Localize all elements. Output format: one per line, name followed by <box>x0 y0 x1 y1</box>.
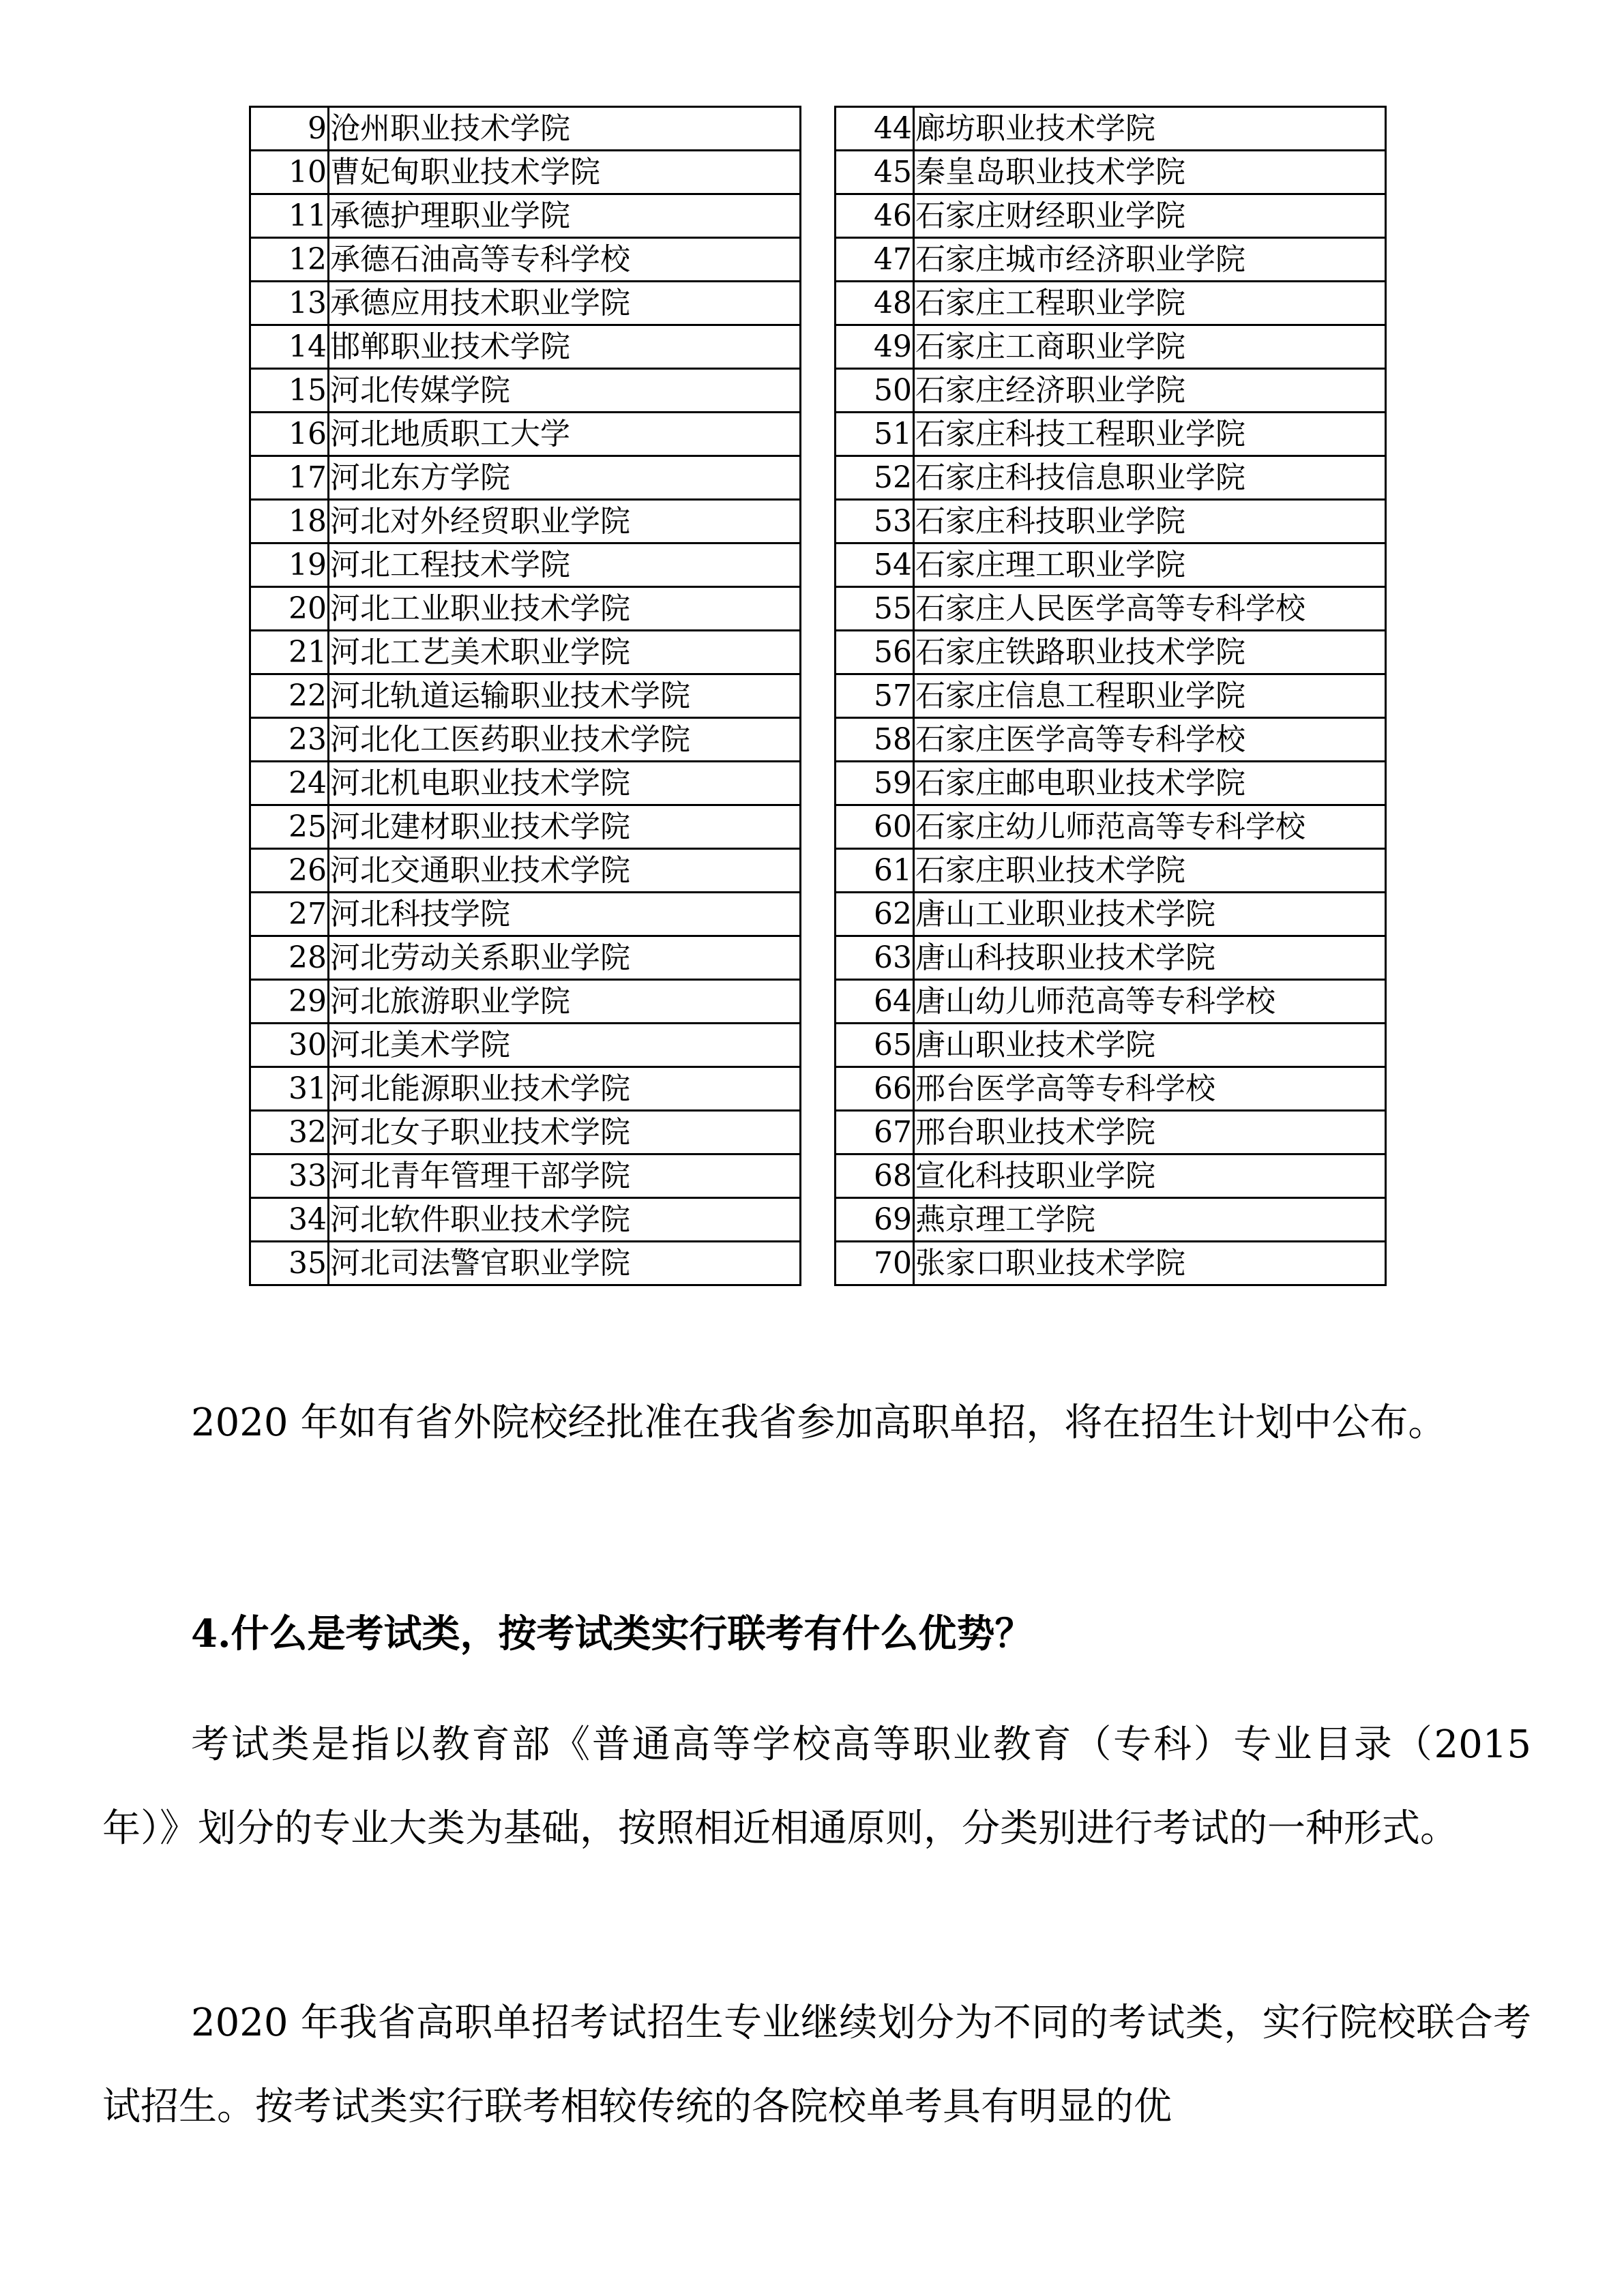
college-table-right <box>834 106 1387 1286</box>
table-row <box>836 587 1386 631</box>
paragraph-joint-exam-advantage: 2020 年我省高职单招考试招生专业继续划分为不同的考试类，实行院校联合考试招生。按考试类实行联考相较传统的各院校单考具有明显的优 <box>102 2001 1531 2129</box>
row-number: 20 <box>250 587 329 631</box>
table-row <box>836 893 1386 936</box>
row-number: 47 <box>836 238 914 282</box>
table-row <box>250 1111 801 1154</box>
table-row <box>250 456 801 500</box>
table-row <box>250 500 801 543</box>
college-name: 河北能源职业技术学院 <box>329 1067 801 1111</box>
row-number: 57 <box>836 674 914 718</box>
table-row <box>250 151 801 194</box>
table-row <box>250 543 801 587</box>
table-row <box>250 413 801 456</box>
row-number: 61 <box>836 849 914 893</box>
row-number: 58 <box>836 718 914 762</box>
row-number: 55 <box>836 587 914 631</box>
table-row <box>836 500 1386 543</box>
row-number: 67 <box>836 1111 914 1154</box>
college-name: 石家庄铁路职业技术学院 <box>914 631 1386 674</box>
row-number: 31 <box>250 1067 329 1111</box>
college-name: 承德应用技术职业学院 <box>329 282 801 325</box>
college-name: 河北工艺美术职业学院 <box>329 631 801 674</box>
table-row <box>250 631 801 674</box>
college-name: 石家庄经济职业学院 <box>914 369 1386 413</box>
table-row <box>836 325 1386 369</box>
college-name: 邢台医学高等专科学校 <box>914 1067 1386 1111</box>
table-row <box>836 980 1386 1024</box>
college-name: 河北软件职业技术学院 <box>329 1198 801 1242</box>
row-number: 45 <box>836 151 914 194</box>
row-number: 54 <box>836 543 914 587</box>
row-number: 24 <box>250 762 329 805</box>
college-name: 河北工程技术学院 <box>329 543 801 587</box>
row-number: 70 <box>836 1242 914 1285</box>
college-name: 唐山工业职业技术学院 <box>914 893 1386 936</box>
college-name: 石家庄科技工程职业学院 <box>914 413 1386 456</box>
college-name: 唐山幼儿师范高等专科学校 <box>914 980 1386 1024</box>
table-row <box>836 151 1386 194</box>
table-row <box>250 238 801 282</box>
college-name: 河北司法警官职业学院 <box>329 1242 801 1285</box>
college-name: 河北地质职工大学 <box>329 413 801 456</box>
table-row <box>250 849 801 893</box>
table-row <box>250 718 801 762</box>
row-number: 56 <box>836 631 914 674</box>
college-name: 石家庄工程职业学院 <box>914 282 1386 325</box>
table-row <box>836 194 1386 238</box>
table-row <box>250 936 801 980</box>
college-name: 河北劳动关系职业学院 <box>329 936 801 980</box>
college-name: 唐山科技职业技术学院 <box>914 936 1386 980</box>
college-name: 石家庄城市经济职业学院 <box>914 238 1386 282</box>
table-row <box>836 1067 1386 1111</box>
table-row <box>836 674 1386 718</box>
row-number: 68 <box>836 1154 914 1198</box>
table-row <box>250 107 801 151</box>
table-row <box>836 456 1386 500</box>
row-number: 32 <box>250 1111 329 1154</box>
row-number: 12 <box>250 238 329 282</box>
section-heading: 4.什么是考试类，按考试类实行联考有什么优势？ <box>191 1611 1033 1656</box>
row-number: 30 <box>250 1024 329 1067</box>
row-number: 10 <box>250 151 329 194</box>
row-number: 52 <box>836 456 914 500</box>
table-row <box>836 718 1386 762</box>
college-name: 承德护理职业学院 <box>329 194 801 238</box>
college-name: 石家庄职业技术学院 <box>914 849 1386 893</box>
college-name: 河北青年管理干部学院 <box>329 1154 801 1198</box>
row-number: 26 <box>250 849 329 893</box>
college-name: 河北对外经贸职业学院 <box>329 500 801 543</box>
paragraph-exam-category-definition: 考试类是指以教育部《普通高等学校高等职业教育（专科）专业目录（2015 年）》划分的专业大类为基础，按照相近相通原则，分类别进行考试的一种形式。 <box>102 1723 1531 1851</box>
table-row <box>250 1198 801 1242</box>
row-number: 22 <box>250 674 329 718</box>
table-row <box>836 282 1386 325</box>
row-number: 48 <box>836 282 914 325</box>
college-name: 燕京理工学院 <box>914 1198 1386 1242</box>
row-number: 17 <box>250 456 329 500</box>
college-name: 沧州职业技术学院 <box>329 107 801 151</box>
row-number: 13 <box>250 282 329 325</box>
college-name: 邢台职业技术学院 <box>914 1111 1386 1154</box>
table-row <box>250 369 801 413</box>
college-name: 河北东方学院 <box>329 456 801 500</box>
table-row <box>250 1242 801 1285</box>
row-number: 33 <box>250 1154 329 1198</box>
row-number: 46 <box>836 194 914 238</box>
table-row <box>836 238 1386 282</box>
row-number: 69 <box>836 1198 914 1242</box>
row-number: 14 <box>250 325 329 369</box>
college-name: 河北化工医药职业技术学院 <box>329 718 801 762</box>
table-row <box>836 1154 1386 1198</box>
college-name: 河北女子职业技术学院 <box>329 1111 801 1154</box>
table-row <box>836 1242 1386 1285</box>
table-row <box>250 762 801 805</box>
row-number: 34 <box>250 1198 329 1242</box>
table-row <box>836 936 1386 980</box>
college-name: 河北建材职业技术学院 <box>329 805 801 849</box>
college-name: 石家庄幼儿师范高等专科学校 <box>914 805 1386 849</box>
row-number: 53 <box>836 500 914 543</box>
row-number: 11 <box>250 194 329 238</box>
row-number: 27 <box>250 893 329 936</box>
row-number: 60 <box>836 805 914 849</box>
row-number: 49 <box>836 325 914 369</box>
table-row <box>836 762 1386 805</box>
table-row <box>836 369 1386 413</box>
row-number: 35 <box>250 1242 329 1285</box>
row-number: 19 <box>250 543 329 587</box>
table-row <box>836 631 1386 674</box>
college-name: 张家口职业技术学院 <box>914 1242 1386 1285</box>
college-name: 秦皇岛职业技术学院 <box>914 151 1386 194</box>
college-name: 河北交通职业技术学院 <box>329 849 801 893</box>
table-row <box>250 587 801 631</box>
college-table-left <box>249 106 801 1286</box>
table-row <box>836 107 1386 151</box>
table-row <box>836 1198 1386 1242</box>
college-name: 河北美术学院 <box>329 1024 801 1067</box>
row-number: 18 <box>250 500 329 543</box>
table-row <box>250 282 801 325</box>
college-name: 石家庄科技信息职业学院 <box>914 456 1386 500</box>
college-name: 河北科技学院 <box>329 893 801 936</box>
college-name: 承德石油高等专科学校 <box>329 238 801 282</box>
college-name: 石家庄科技职业学院 <box>914 500 1386 543</box>
table-row <box>250 325 801 369</box>
row-number: 44 <box>836 107 914 151</box>
table-row <box>836 849 1386 893</box>
paragraph-out-of-province: 2020 年如有省外院校经批准在我省参加高职单招，将在招生计划中公布。 <box>191 1401 1447 1445</box>
row-number: 63 <box>836 936 914 980</box>
table-row <box>250 1067 801 1111</box>
row-number: 66 <box>836 1067 914 1111</box>
table-row <box>250 893 801 936</box>
college-name: 宣化科技职业学院 <box>914 1154 1386 1198</box>
college-name: 石家庄医学高等专科学校 <box>914 718 1386 762</box>
table-row <box>250 1024 801 1067</box>
college-name: 石家庄理工职业学院 <box>914 543 1386 587</box>
row-number: 65 <box>836 1024 914 1067</box>
row-number: 21 <box>250 631 329 674</box>
row-number: 62 <box>836 893 914 936</box>
table-row <box>836 1024 1386 1067</box>
table-row <box>250 194 801 238</box>
row-number: 51 <box>836 413 914 456</box>
college-name: 石家庄财经职业学院 <box>914 194 1386 238</box>
college-name: 石家庄邮电职业技术学院 <box>914 762 1386 805</box>
college-table-right-body <box>836 107 1386 1285</box>
table-row <box>836 805 1386 849</box>
college-name: 唐山职业技术学院 <box>914 1024 1386 1067</box>
college-name: 石家庄工商职业学院 <box>914 325 1386 369</box>
table-row <box>250 1154 801 1198</box>
row-number: 25 <box>250 805 329 849</box>
row-number: 15 <box>250 369 329 413</box>
row-number: 29 <box>250 980 329 1024</box>
row-number: 16 <box>250 413 329 456</box>
college-name: 河北工业职业技术学院 <box>329 587 801 631</box>
row-number: 64 <box>836 980 914 1024</box>
table-row <box>250 805 801 849</box>
row-number: 9 <box>250 107 329 151</box>
table-row <box>250 674 801 718</box>
college-name: 曹妃甸职业技术学院 <box>329 151 801 194</box>
table-row <box>250 980 801 1024</box>
college-name: 石家庄人民医学高等专科学校 <box>914 587 1386 631</box>
college-name: 河北旅游职业学院 <box>329 980 801 1024</box>
college-table-left-body <box>250 107 801 1285</box>
table-row <box>836 413 1386 456</box>
row-number: 28 <box>250 936 329 980</box>
college-name: 石家庄信息工程职业学院 <box>914 674 1386 718</box>
table-row <box>836 1111 1386 1154</box>
row-number: 23 <box>250 718 329 762</box>
row-number: 50 <box>836 369 914 413</box>
college-name: 河北机电职业技术学院 <box>329 762 801 805</box>
college-name: 河北传媒学院 <box>329 369 801 413</box>
row-number: 59 <box>836 762 914 805</box>
table-row <box>836 543 1386 587</box>
college-name: 河北轨道运输职业技术学院 <box>329 674 801 718</box>
college-name: 邯郸职业技术学院 <box>329 325 801 369</box>
college-name: 廊坊职业技术学院 <box>914 107 1386 151</box>
